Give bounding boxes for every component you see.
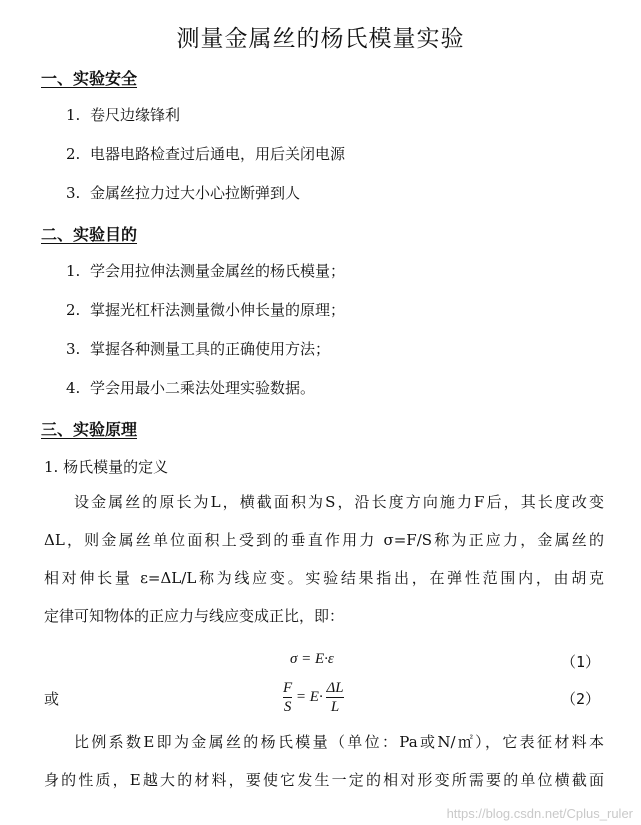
equation-1: σ = E·ε xyxy=(290,651,334,667)
document-title: 测量金属丝的杨氏模量实验 xyxy=(176,26,465,52)
equation-2-number: （2） xyxy=(560,690,600,708)
list-item xyxy=(66,182,300,203)
item-number: 3. xyxy=(66,184,81,202)
denominator: S xyxy=(283,699,292,715)
numerator: F xyxy=(283,680,293,696)
paragraph xyxy=(44,723,604,799)
item-number: 1. xyxy=(66,262,81,280)
item-number: 2. xyxy=(66,301,81,319)
item-number: 1. xyxy=(66,106,81,124)
list-item xyxy=(66,104,180,125)
item-number: 4. xyxy=(66,379,81,397)
paragraph xyxy=(44,483,604,635)
equation-1-number: （1） xyxy=(560,653,600,671)
item-number: 3. xyxy=(66,340,81,358)
item-text: 掌握各种测量工具的正确使用方法； xyxy=(90,340,331,358)
item-text: 掌握光杠杆法测量微小伸长量的原理； xyxy=(90,301,346,319)
or-label: 或 xyxy=(44,690,60,708)
subsection-heading: 1. 杨氏模量的定义 xyxy=(44,458,169,476)
list-item xyxy=(66,377,315,398)
paragraph-line: 比例系数E即为金属丝的杨氏模量（单位：Pa或N/㎡），它表征材料本 xyxy=(74,733,604,751)
section-heading-objectives: 二、实验目的 xyxy=(41,225,138,244)
fraction xyxy=(283,679,292,716)
fraction xyxy=(326,679,343,716)
item-number: 2. xyxy=(66,145,81,163)
item-text: 卷尺边缘锋利 xyxy=(90,106,181,124)
item-text: 学会用最小二乘法处理实验数据。 xyxy=(90,379,316,397)
section-heading-principle: 三、实验原理 xyxy=(41,420,138,439)
item-text: 电器电路检查过后通电，用后关闭电源 xyxy=(90,145,346,163)
item-text: 金属丝拉力过大小心拉断弹到人 xyxy=(90,184,301,202)
paragraph-line: 定律可知物体的正应力与线应变成正比，即： xyxy=(44,607,345,625)
numerator: ΔL xyxy=(326,680,344,696)
watermark: https://blog.csdn.net/Cplus_ruler xyxy=(446,806,633,821)
list-item xyxy=(66,338,330,359)
list-item xyxy=(66,143,345,164)
paragraph-line: ΔL，则金属丝单位面积上受到的垂直作用力 σ=F/S称为正应力，金属丝的 xyxy=(44,531,604,549)
section-heading-safety: 一、实验安全 xyxy=(41,69,138,88)
paragraph-line: 设金属丝的原长为L，横截面积为S，沿长度方向施力F后，其长度改变 xyxy=(74,493,604,511)
equation-2 xyxy=(283,679,344,716)
item-text: 学会用拉伸法测量金属丝的杨氏模量； xyxy=(90,262,346,280)
paragraph-line: 相对伸长量 ε=ΔL/L称为线应变。实验结果指出，在弹性范围内，由胡克 xyxy=(44,569,604,587)
denominator: L xyxy=(326,697,343,716)
equation-operator: = E· xyxy=(295,689,323,705)
list-item xyxy=(66,299,345,320)
list-item xyxy=(66,260,345,281)
paragraph-line: 身的性质，E越大的材料，要使它发生一定的相对形变所需要的单位横截面 xyxy=(44,771,604,789)
